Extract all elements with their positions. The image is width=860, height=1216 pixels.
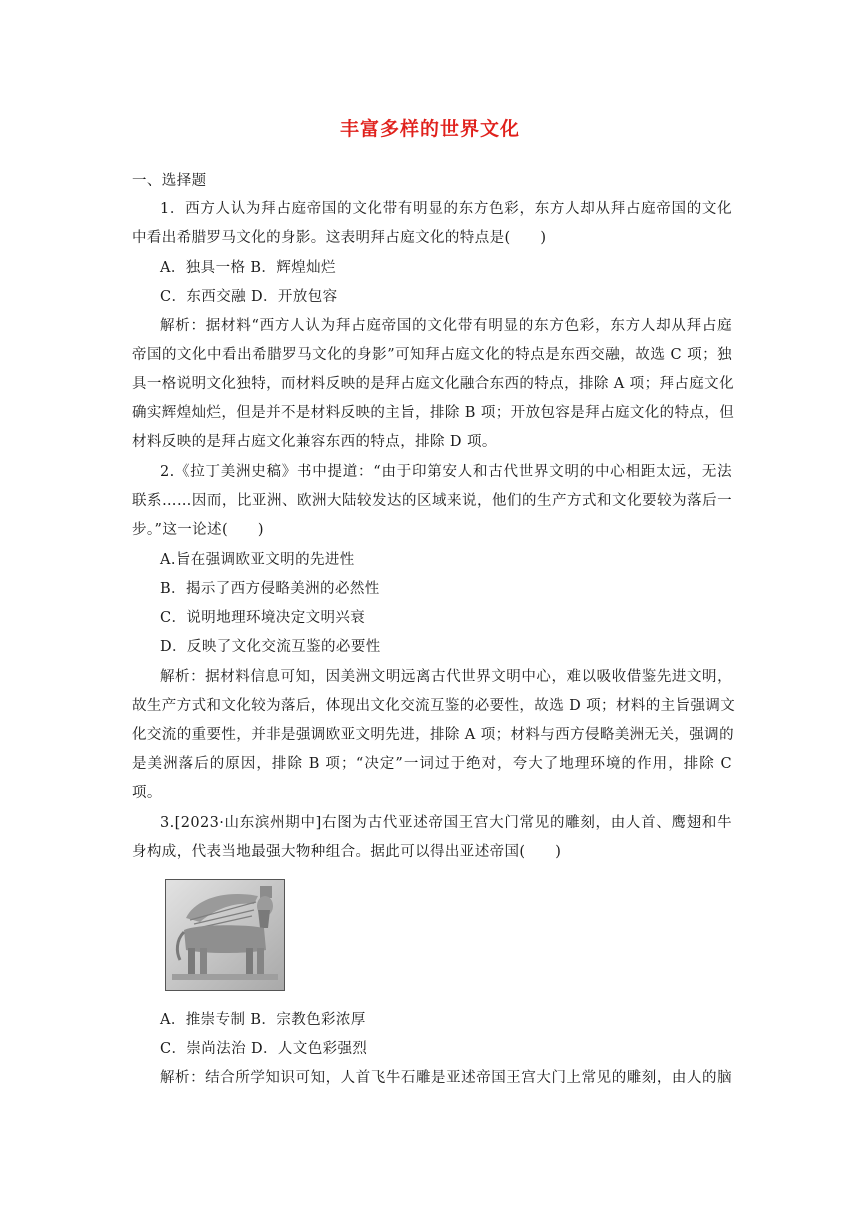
q1-option-line: C．东西交融 D．开放包容 xyxy=(160,289,338,305)
q1-analysis-line: 材料反映的是拜占庭文化兼容东西的特点，排除 D 项。 xyxy=(132,434,497,450)
q2-stem-line: 2.《拉丁美洲史稿》书中提道：“由于印第安人和古代世界文明的中心相距太远，无法 xyxy=(160,464,732,480)
q1-stem-line: 中看出希腊罗马文化的身影。这表明拜占庭文化的特点是( ) xyxy=(132,230,547,246)
lamassu-relief-image xyxy=(165,879,285,991)
q2-analysis-line: 化交流的重要性，并非是强调欧亚文明先进，排除 A 项；材料与西方侵略美洲无关，强调的 xyxy=(132,727,734,743)
page-title: 丰富多样的世界文化 xyxy=(339,118,520,140)
q3-stem-line: 身构成，代表当地最强大物种组合。据此可以得出亚述帝国( ) xyxy=(132,844,562,860)
q2-analysis-line: 项。 xyxy=(132,785,162,801)
q2-analysis-line: 解析：据材料信息可知，因美洲文明远离古代世界文明中心，难以吸收借鉴先进文明， xyxy=(160,669,732,685)
q2-option-line: D．反映了文化交流互鉴的必要性 xyxy=(160,639,381,655)
q2-option-line: B．揭示了西方侵略美洲的必然性 xyxy=(160,581,380,597)
q2-option-line: A.旨在强调欧亚文明的先进性 xyxy=(160,552,355,568)
q1-analysis-line: 确实辉煌灿烂，但是并不是材料反映的主旨，排除 B 项；开放包容是拜占庭文化的特点，但 xyxy=(132,405,735,421)
q1-analysis-line: 解析：据材料“西方人认为拜占庭帝国的文化带有明显的东方色彩，东方人却从拜占庭 xyxy=(160,318,732,334)
q2-option-line: C．说明地理环境决定文明兴衰 xyxy=(160,610,366,626)
q3-analysis-line: 解析：结合所学知识可知，人首飞牛石雕是亚述帝国王宫大门上常见的雕刻，由人的脑 xyxy=(160,1070,732,1086)
q2-analysis-line: 故生产方式和文化较为落后，体现出文化交流互鉴的必要性，故选 D 项；材料的主旨强调文 xyxy=(132,698,736,714)
q3-stem-line: 3.[2023·山东滨州期中]右图为古代亚述帝国王宫大门常见的雕刻，由人首、鹰翅和牛 xyxy=(160,815,732,831)
section-heading: 一、选择题 xyxy=(132,173,207,189)
q1-stem-line: 1．西方人认为拜占庭帝国的文化带有明显的东方色彩，东方人却从拜占庭帝国的文化 xyxy=(160,201,732,217)
q1-option-line: A．独具一格 B．辉煌灿烂 xyxy=(160,260,336,276)
q3-option-line: A．推崇专制 B．宗教色彩浓厚 xyxy=(160,1012,366,1028)
q2-stem-line: 联系……因而，比亚洲、欧洲大陆较发达的区域来说，他们的生产方式和文化要较为落后一 xyxy=(132,493,732,509)
q2-analysis-line: 是美洲落后的原因，排除 B 项；“决定”一词过于绝对，夸大了地理环境的作用，排除 C xyxy=(132,756,732,772)
q2-stem-line: 步。”这一论述( ) xyxy=(132,522,264,538)
q1-analysis-line: 帝国的文化中看出希腊罗马文化的身影”可知拜占庭文化的特点是东西交融，故选 C 项；独 xyxy=(132,347,732,363)
q3-option-line: C．崇尚法治 D．人文色彩强烈 xyxy=(160,1041,368,1057)
q1-analysis-line: 具一格说明文化独特，而材料反映的是拜占庭文化融合东西的特点，排除 A 项；拜占庭文化 xyxy=(132,376,734,392)
